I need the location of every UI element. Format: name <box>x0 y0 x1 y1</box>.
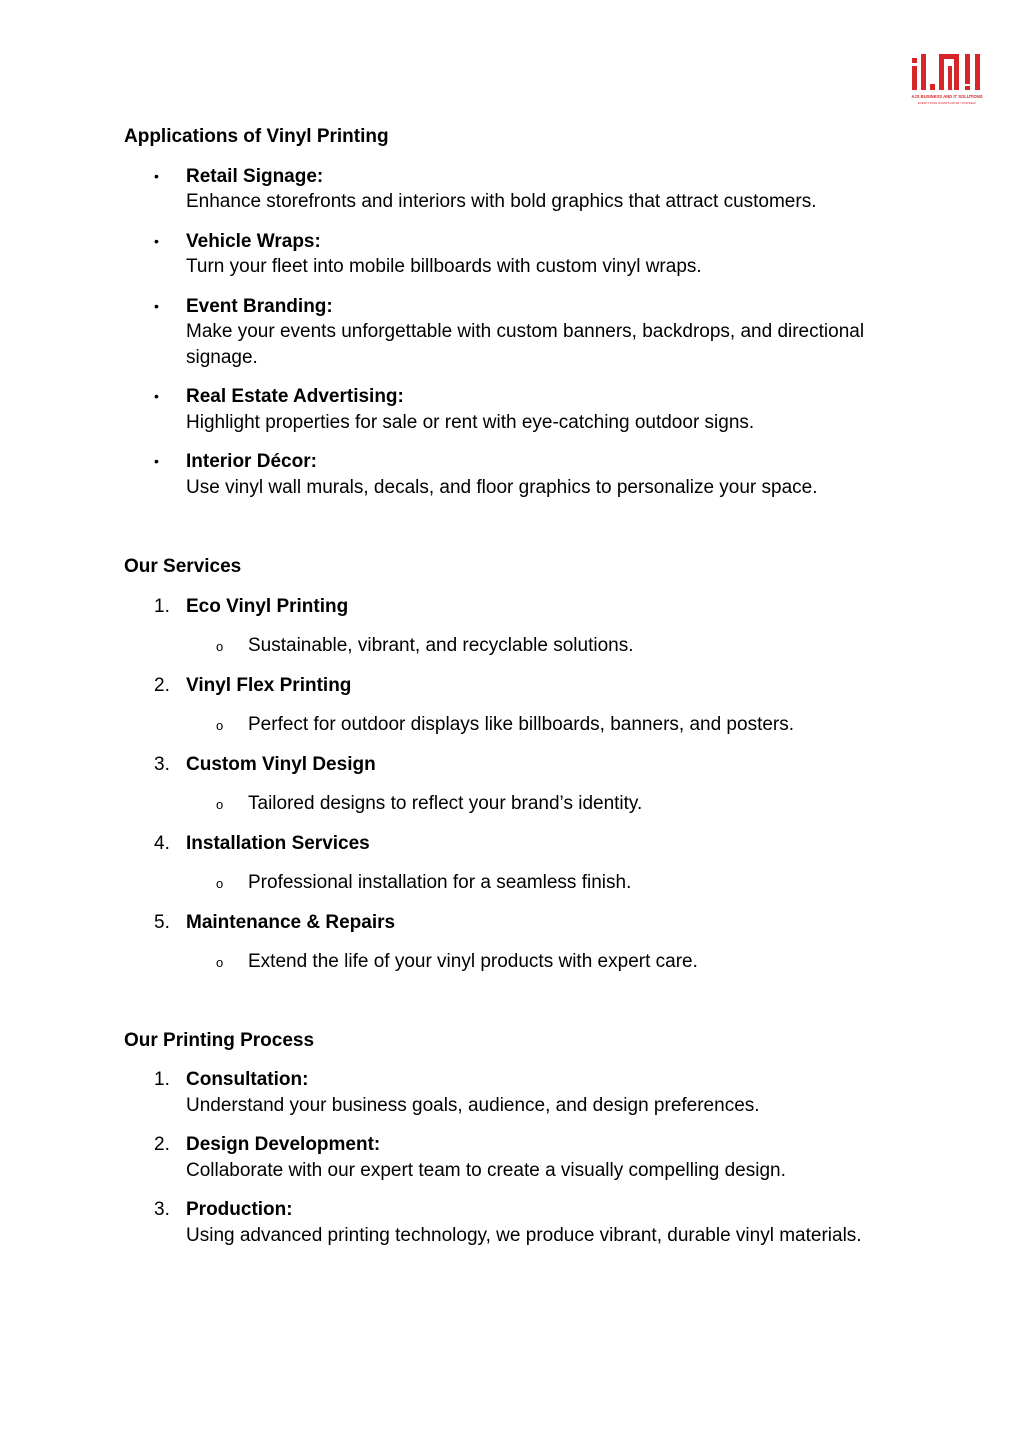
company-logo <box>908 50 986 108</box>
application-description: Enhance storefronts and interiors with bold graphics that attract customers. <box>186 191 817 212</box>
service-detail-text: Professional installation for a seamless finish. <box>248 872 632 893</box>
ajs-logo-mark <box>908 50 986 108</box>
service-detail <box>124 633 904 659</box>
service-item <box>124 673 904 699</box>
process-step-number: 2. <box>154 1134 170 1155</box>
applications-title: Applications of Vinyl Printing <box>124 126 389 147</box>
process-step-number: 3. <box>154 1199 170 1220</box>
service-label: Maintenance & Repairs <box>186 911 396 933</box>
service-detail-text: Sustainable, vibrant, and recyclable solutions. <box>248 635 634 656</box>
application-item <box>124 294 904 371</box>
application-description: Highlight properties for sale or rent with eye-catching outdoor signs. <box>186 411 755 433</box>
application-item <box>124 384 904 435</box>
process-step-label: Design Development: <box>186 1134 381 1155</box>
service-item <box>124 910 904 936</box>
process-step-label: Production: <box>186 1199 293 1220</box>
service-detail-text: Tailored designs to reflect your brand’s identity. <box>248 793 643 814</box>
services-title: Our Services <box>124 556 242 577</box>
application-label: Event Branding: <box>186 295 333 317</box>
service-number: 3. <box>154 753 170 775</box>
bullet-icon: • <box>154 388 159 404</box>
bullet-icon: • <box>154 232 159 249</box>
circle-bullet-icon: o <box>216 639 224 654</box>
application-description: Turn your fleet into mobile billboards with custom vinyl wraps. <box>186 256 702 277</box>
applications-list <box>124 164 904 501</box>
service-label: Custom Vinyl Design <box>186 753 376 775</box>
process-step-description: Using advanced printing technology, we produce vibrant, durable vinyl materials. <box>186 1224 862 1246</box>
service-detail-text: Perfect for outdoor displays like billboards, banners, and posters. <box>248 714 795 735</box>
service-label: Vinyl Flex Printing <box>186 674 352 696</box>
process-step <box>124 1132 904 1183</box>
process-step-description: Collaborate with our expert team to create a visually compelling design. <box>186 1159 786 1181</box>
process-step-description: Understand your business goals, audience, and design preferences. <box>186 1094 760 1116</box>
process-step <box>124 1197 904 1248</box>
service-label: Eco Vinyl Printing <box>186 595 349 617</box>
process-title: Our Printing Process <box>124 1029 315 1051</box>
application-description: Use vinyl wall murals, decals, and floor graphics to personalize your space. <box>186 476 818 498</box>
service-number: 4. <box>154 832 170 854</box>
service-detail <box>124 870 904 896</box>
application-label: Real Estate Advertising: <box>186 386 404 407</box>
application-item <box>124 164 904 215</box>
service-item <box>124 831 904 857</box>
service-detail-text: Extend the life of your vinyl products with expert care. <box>248 951 698 972</box>
circle-bullet-icon: o <box>216 718 224 733</box>
service-item <box>124 752 904 778</box>
services-list <box>124 594 904 975</box>
process-step <box>124 1067 904 1118</box>
application-label: Interior Décor: <box>186 451 317 472</box>
svg-text:EVERYTHING STARTS FROM YOURSEL: EVERYTHING STARTS FROM YOURSELF <box>917 101 977 105</box>
application-item <box>124 229 904 280</box>
application-label: Vehicle Wraps: <box>186 230 321 252</box>
service-label: Installation Services <box>186 832 370 854</box>
bullet-icon: • <box>154 297 159 314</box>
service-detail <box>124 791 904 817</box>
circle-bullet-icon: o <box>216 876 224 891</box>
process-list <box>124 1067 904 1248</box>
service-number: 5. <box>154 911 170 933</box>
bullet-icon: • <box>154 453 159 469</box>
process-step-number: 1. <box>154 1069 170 1090</box>
circle-bullet-icon: o <box>216 955 224 970</box>
process-step-label: Consultation: <box>186 1069 309 1090</box>
service-detail <box>124 712 904 738</box>
document-body <box>124 124 904 1248</box>
bullet-icon: • <box>154 167 159 184</box>
service-number: 2. <box>154 674 170 696</box>
circle-bullet-icon: o <box>216 797 224 812</box>
application-description: Make your events unforgettable with custom banners, backdrops, and directional signage. <box>186 321 865 368</box>
service-item <box>124 594 904 620</box>
service-detail <box>124 949 904 975</box>
application-label: Retail Signage: <box>186 165 324 187</box>
service-number: 1. <box>154 595 170 617</box>
svg-text:AJS BUSINESS AND IT SOLUTIONS: AJS BUSINESS AND IT SOLUTIONS <box>911 94 983 99</box>
application-item <box>124 449 904 500</box>
